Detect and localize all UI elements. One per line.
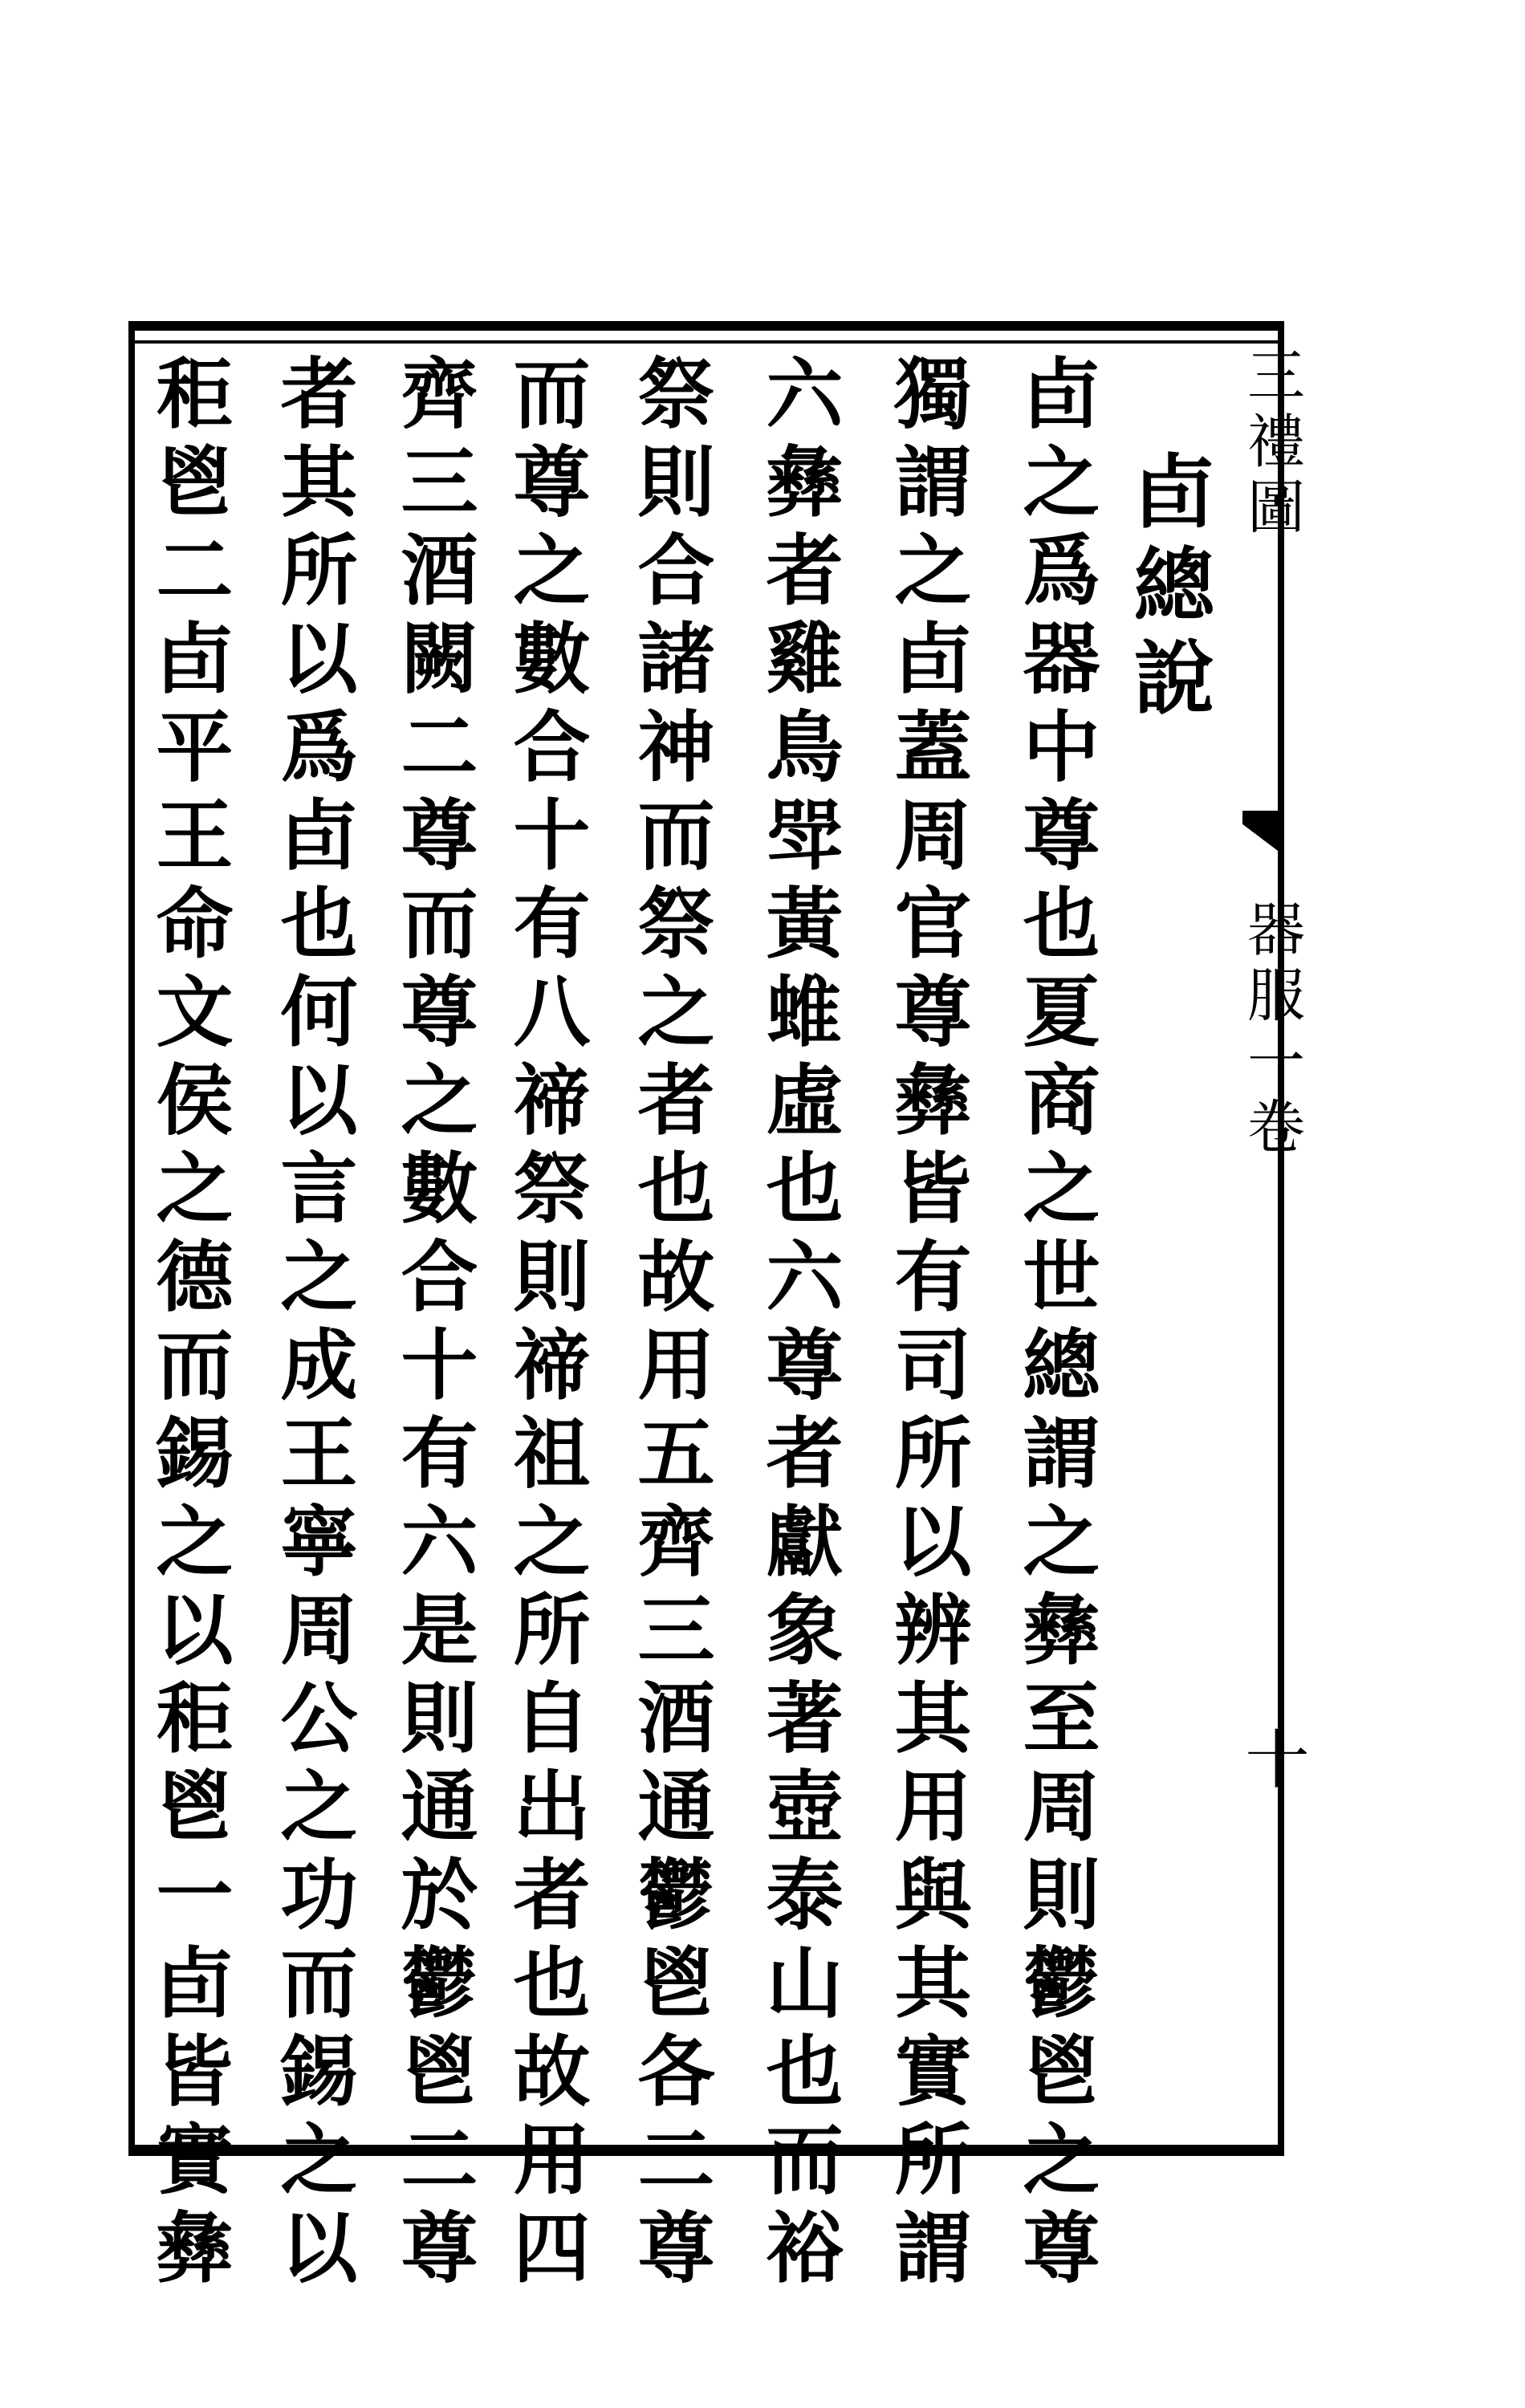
frame-left-rule [128,321,135,2156]
text-column-7: 者其所以爲卣也何以言之成王寧周公之功而錫之以 [268,353,359,2296]
fore-edge-section [1239,899,1303,1162]
fore-edge-section-label: 器服一 [1238,899,1305,1096]
section-heading: 卣總說 [1120,449,1215,729]
fore-edge-book-title: 三禮圖 [1238,345,1305,543]
text-column-4: 祭則合諸神而祭之者也故用五齊三酒通鬱鬯各二尊 [625,353,716,2296]
text-column-5: 而尊之數合十有八禘祭則禘祖之所自出者也故用四 [501,353,592,2296]
text-column-2: 獨謂之卣蓋周官尊彝皆有司所以辨其用與其實所謂 [882,353,973,2296]
frame-top-inner-rule [128,340,1284,344]
text-column-8: 秬鬯二卣平王命文侯之德而錫之以秬鬯一卣皆實彝 [144,353,234,2296]
text-column-3: 六彝者雞鳥斝黃蜼虛也六尊者獻象著壺泰山也而裕 [754,353,844,2296]
fore-edge-volume-label: 卷 [1238,1096,1305,1162]
fore-edge-folio-number: 十 [1234,1726,1309,1790]
frame-top-rule [128,321,1284,331]
text-column-1: 卣之爲器中尊也夏商之世總謂之彝至周則鬱鬯之尊 [1011,353,1101,2296]
fore-edge-strip [1236,337,1284,2143]
text-column-6: 齊三酒闕二尊而尊之數合十有六是則通於鬱鬯二尊 [388,353,479,2296]
